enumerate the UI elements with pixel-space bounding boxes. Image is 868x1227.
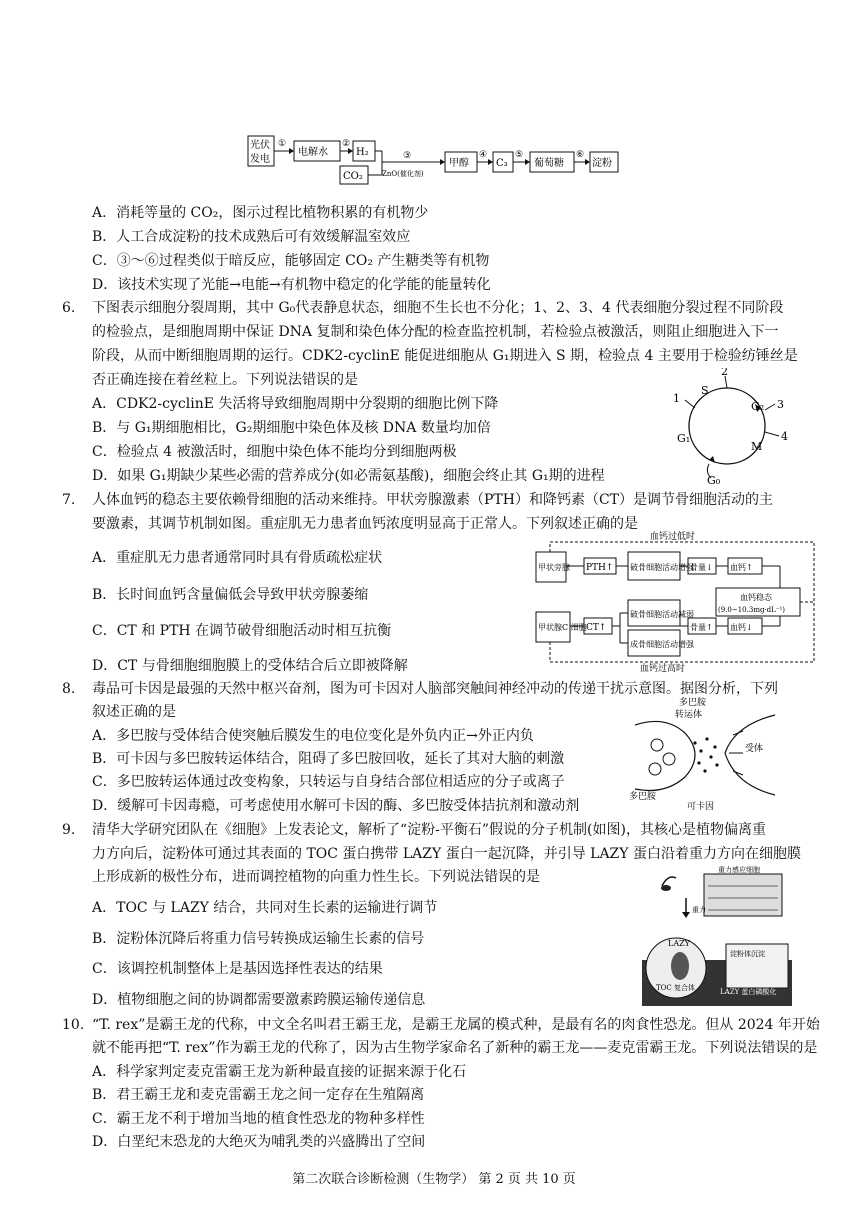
box-steady: 血钙稳态	[740, 593, 772, 602]
box-methanol: 甲醇	[449, 158, 469, 169]
svg-text:②: ②	[342, 139, 351, 149]
label-receptor: 受体	[745, 744, 764, 754]
gravity-sensing-diagram	[642, 864, 792, 1006]
q9-option-b: B．淀粉体沉降后将重力信号转换成运输生长素的信号	[92, 931, 425, 947]
box-ca-up: 血钙↑	[730, 563, 753, 572]
q9-stem-2: 力方向后，淀粉体可通过其表面的 TOC 蛋白携带 LAZY 蛋白一起沉降，并引导 LAZY 蛋白沿着重力方向在细胞膜	[92, 846, 801, 862]
q7-option-c: C．CT 和 PTH 在调节破骨细胞活动时相互抗衡	[92, 623, 392, 639]
q7-option-b: B．长时间血钙含量偏低会导致甲状旁腺萎缩	[92, 587, 369, 603]
checkpoint-2: 2	[721, 368, 728, 378]
box-h2: H₂	[356, 147, 369, 158]
box-co2: CO₂	[343, 171, 363, 182]
checkpoint-1: 1	[673, 392, 680, 405]
cycle-label-g1: G₁	[677, 432, 691, 445]
q9-option-c: C．该调控机制整体上是基因选择性表达的结果	[92, 961, 383, 977]
q6-option-b: B．与 G₁期细胞相比，G₂期细胞中染色体及核 DNA 数量均加倍	[92, 420, 491, 436]
box-bone-up: 骨量↑	[690, 623, 713, 632]
q6-number: 6.	[62, 300, 76, 316]
q7-stem-1: 人体血钙的稳态主要依赖骨细胞的活动来维持。甲状旁腺激素（PTH）和降钙素（CT）是调节骨细胞活动的主	[92, 492, 774, 508]
q5-option-c: C．③～⑥过程类似于暗反应，能够固定 CO₂ 产生糖类等有机物	[92, 253, 490, 269]
q5-option-d: D．该技术实现了光能→电能→有机物中稳定的化学能的能量转化	[92, 277, 491, 293]
svg-text:⑤: ⑤	[515, 150, 524, 160]
q7-number: 7.	[62, 492, 76, 508]
label-transporter: 多巴胺	[679, 698, 707, 708]
box-starch: 淀粉	[592, 158, 612, 169]
box-ct: CT↑	[586, 623, 607, 633]
q6-stem-4: 否正确连接在着丝粒上。下列说法错误的是	[92, 372, 358, 388]
q6-stem-3: 阶段，从而中断细胞周期的运行。CDK2-cyclinE 能促进细胞从 G₁期进入 S 期，检验点 4 主要用于检验纺锤丝是	[92, 348, 798, 364]
box-c3: C₃	[496, 158, 508, 169]
box-pth: PTH↑	[586, 563, 614, 573]
q5-option-a: A．消耗等量的 CO₂，图示过程比植物积累的有机物少	[92, 205, 429, 221]
q9-number: 9.	[62, 822, 76, 838]
box-electrolysis: 电解水	[298, 147, 328, 158]
page-footer: 第二次联合诊断检测（生物学） 第 2 页 共 10 页	[292, 1172, 576, 1187]
label-gravity-cell: 重力感应细胞	[718, 866, 760, 874]
box-glucose: 葡萄糖	[534, 158, 564, 169]
q9-option-d: D．植物细胞之间的协调都需要激素跨膜运输传递信息	[92, 992, 426, 1008]
label-cocaine: 可卡因	[687, 802, 715, 812]
box-thyroid: 甲状腺C 细胞	[538, 623, 587, 632]
q10-option-b: B．君王霸王龙和麦克雷霸王龙之间一定存在生殖隔离	[92, 1087, 425, 1103]
q8-stem-2: 叙述正确的是	[92, 704, 176, 720]
cycle-label-s: S	[701, 384, 709, 397]
q10-number: 10.	[62, 1017, 85, 1033]
q9-stem-1: 清华大学研究团队在《细胞》上发表论文，解析了“淀粉-平衡石”假说的分子机制(如图)，其核心是植物偏离重	[92, 822, 766, 838]
q8-option-a: A．多巴胺与受体结合使突触后膜发生的电位变化是外负内正→外正内负	[92, 728, 534, 744]
label-settle: 淀粉体沉淀	[730, 950, 765, 958]
label-low-calcium: 血钙过低时	[650, 532, 696, 542]
box-osteoclast-down: 破骨细胞活动减弱	[630, 610, 694, 619]
q10-option-c: C．霸王龙不利于增加当地的植食性恐龙的物种多样性	[92, 1111, 425, 1127]
label-gravity: 重力	[692, 906, 706, 914]
cell-cycle-diagram	[665, 368, 795, 486]
checkpoint-3: 3	[777, 398, 784, 411]
q6-stem-1: 下图表示细胞分裂周期，其中 G₀代表静息状态，细胞不生长也不分化；1、2、3、4 代表细胞分裂过程不同阶段	[92, 300, 784, 316]
svg-text:④: ④	[479, 150, 488, 160]
q8-stem-1: 毒品可卡因是最强的天然中枢兴奋剂，图为可卡因对人脑部突触间神经冲动的传递干扰示意图。据图分析，下列	[92, 681, 778, 697]
label-dopamine: 多巴胺	[629, 792, 657, 802]
q6-stem-2: 的检验点，是细胞周期中保证 DNA 复制和染色体分配的检查监控机制，若检验点被激活，则阻止细胞进入下一	[92, 324, 779, 340]
synapse-diagram	[625, 695, 795, 813]
q10-stem-1: “T. rex”是霸王龙的代称，中文全名叫君王霸王龙，是霸王龙属的模式种，是最有名的肉食性恐龙。但从 2024 年开始	[92, 1017, 820, 1033]
catalyst-label: ZnO(催化剂)	[382, 170, 424, 178]
q9-option-a: A．TOC 与 LAZY 结合，共同对生长素的运输进行调节	[92, 900, 438, 916]
q8-option-c: C．多巴胺转运体通过改变构象，只转运与自身结合部位相适应的分子或离子	[92, 774, 565, 790]
svg-text:③: ③	[403, 151, 412, 161]
label-toc: TOC 复合体	[656, 984, 695, 992]
q7-stem-2: 要激素，其调节机制如图。重症肌无力患者血钙浓度明显高于正常人。下列叙述正确的是	[92, 516, 638, 532]
label-transporter-2: 转运体	[675, 710, 703, 720]
q10-stem-2: 就不能再把“T. rex”作为霸王龙的代称了，因为古生物学家命名了新种的霸王龙——麦克雷霸王龙。下列说法错误的是	[92, 1040, 818, 1056]
q9-stem-3: 上形成新的极性分布，进而调控植物的向重力性生长。下列说法错误的是	[92, 869, 540, 885]
svg-text:⑥: ⑥	[576, 150, 585, 160]
label-phospho: LAZY 蛋白磷酸化	[720, 988, 777, 996]
cycle-label-g2: G₂	[751, 400, 765, 413]
q8-number: 8.	[62, 681, 76, 697]
starch-synthesis-flow-diagram	[240, 130, 630, 188]
q5-option-b: B．人工合成淀粉的技术成熟后可有效缓解温室效应	[92, 229, 411, 245]
q7-option-a: A．重症肌无力患者通常同时具有骨质疏松症状	[92, 550, 383, 566]
q7-option-d: D．CT 与骨细胞细胞膜上的受体结合后立即被降解	[92, 658, 408, 674]
cycle-label-g0: G₀	[707, 474, 721, 486]
label-lazy: LAZY	[668, 939, 690, 948]
svg-text:①: ①	[278, 139, 287, 149]
box-osteoclast-up: 破骨细胞活动增强	[630, 563, 694, 572]
q6-option-a: A．CDK2-cyclinE 失活将导致细胞周期中分裂期的细胞比例下降	[92, 396, 499, 412]
label-high-calcium: 血钙过高时	[640, 664, 686, 672]
box-ca-down: 血钙↓	[730, 623, 753, 632]
box-pv: 光伏	[250, 140, 270, 151]
q10-option-d: D．白垩纪末恐龙的大绝灭为哺乳类的兴盛腾出了空间	[92, 1134, 426, 1150]
checkpoint-4: 4	[781, 430, 788, 443]
box-bone-down: 骨量↓	[690, 563, 713, 572]
box-range: (9.0~10.3mg·dL⁻¹)	[718, 606, 786, 614]
box-pv-2: 发电	[250, 154, 270, 165]
q8-option-b: B．可卡因与多巴胺转运体结合，阻碍了多巴胺回收，延长了其对大脑的刺激	[92, 751, 565, 767]
q8-option-d: D．缓解可卡因毒瘾，可考虑使用水解可卡因的酶、多巴胺受体拮抗剂和激动剂	[92, 798, 580, 814]
box-parathyroid: 甲状旁腺	[538, 563, 570, 572]
q6-option-c: C．检验点 4 被激活时，细胞中染色体不能均分到细胞两极	[92, 444, 457, 460]
calcium-regulation-diagram	[530, 530, 830, 672]
q10-option-a: A．科学家判定麦克雷霸王龙为新种最直接的证据来源于化石	[92, 1064, 467, 1080]
box-osteoblast-up: 成骨细胞活动增强	[630, 640, 694, 649]
cycle-label-m: M	[751, 440, 763, 453]
q6-option-d: D．如果 G₁期缺少某些必需的营养成分(如必需氨基酸)，细胞会终止其 G₁期的进程	[92, 468, 605, 484]
